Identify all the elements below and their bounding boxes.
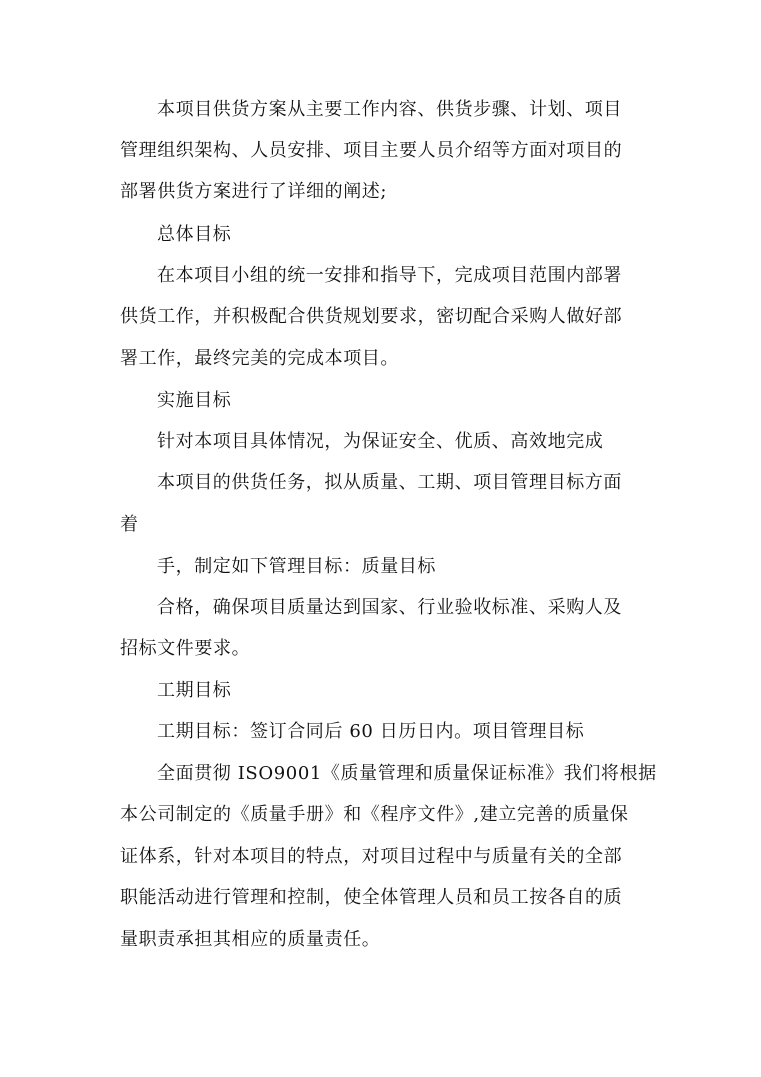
- paragraph-line: 工期目标：签订合同后 60 日历日内。项目管理目标: [157, 721, 585, 742]
- paragraph-line: 供货工作，并积极配合供货规划要求，密切配合采购人做好部: [120, 306, 623, 327]
- paragraph-line: 管理组织架构、人员安排、项目主要人员介绍等方面对项目的: [120, 140, 623, 161]
- paragraph-line: 着: [120, 514, 139, 535]
- section-heading: 实施目标: [157, 390, 232, 411]
- paragraph-line: 在本项目小组的统一安排和指导下，完成项目范围内部署: [157, 265, 622, 286]
- paragraph-line: 证体系，针对本项目的特点，对项目过程中与质量有关的全部: [120, 846, 623, 867]
- paragraph-line: 针对本项目具体情况，为保证安全、优质、高效地完成: [157, 431, 604, 452]
- section-heading: 工期目标: [157, 680, 232, 701]
- paragraph-line: 合格，确保项目质量达到国家、行业验收标准、采购人及: [157, 597, 622, 618]
- section-heading: 总体目标: [157, 224, 232, 245]
- paragraph-line: 本项目供货方案从主要工作内容、供货步骤、计划、项目: [157, 99, 622, 120]
- paragraph-line: 职能活动进行管理和控制，使全体管理人员和员工按各自的质: [120, 887, 623, 908]
- paragraph-line: 量职责承担其相应的质量责任。: [120, 929, 381, 950]
- paragraph-line: 部署供货方案进行了详细的阐述;: [120, 181, 388, 202]
- paragraph-line: 本项目的供货任务，拟从质量、工期、项目管理目标方面: [157, 472, 622, 493]
- paragraph-line: 全面贯彻 ISO9001《质量管理和质量保证标准》我们将根据: [157, 763, 657, 784]
- paragraph-line: 手，制定如下管理目标：质量目标: [157, 556, 436, 577]
- paragraph-line: 署工作，最终完美的完成本项目。: [120, 348, 399, 369]
- paragraph-line: 招标文件要求。: [120, 638, 251, 659]
- paragraph-line: 本公司制定的《质量手册》和《程序文件》,建立完善的质量保: [120, 804, 629, 825]
